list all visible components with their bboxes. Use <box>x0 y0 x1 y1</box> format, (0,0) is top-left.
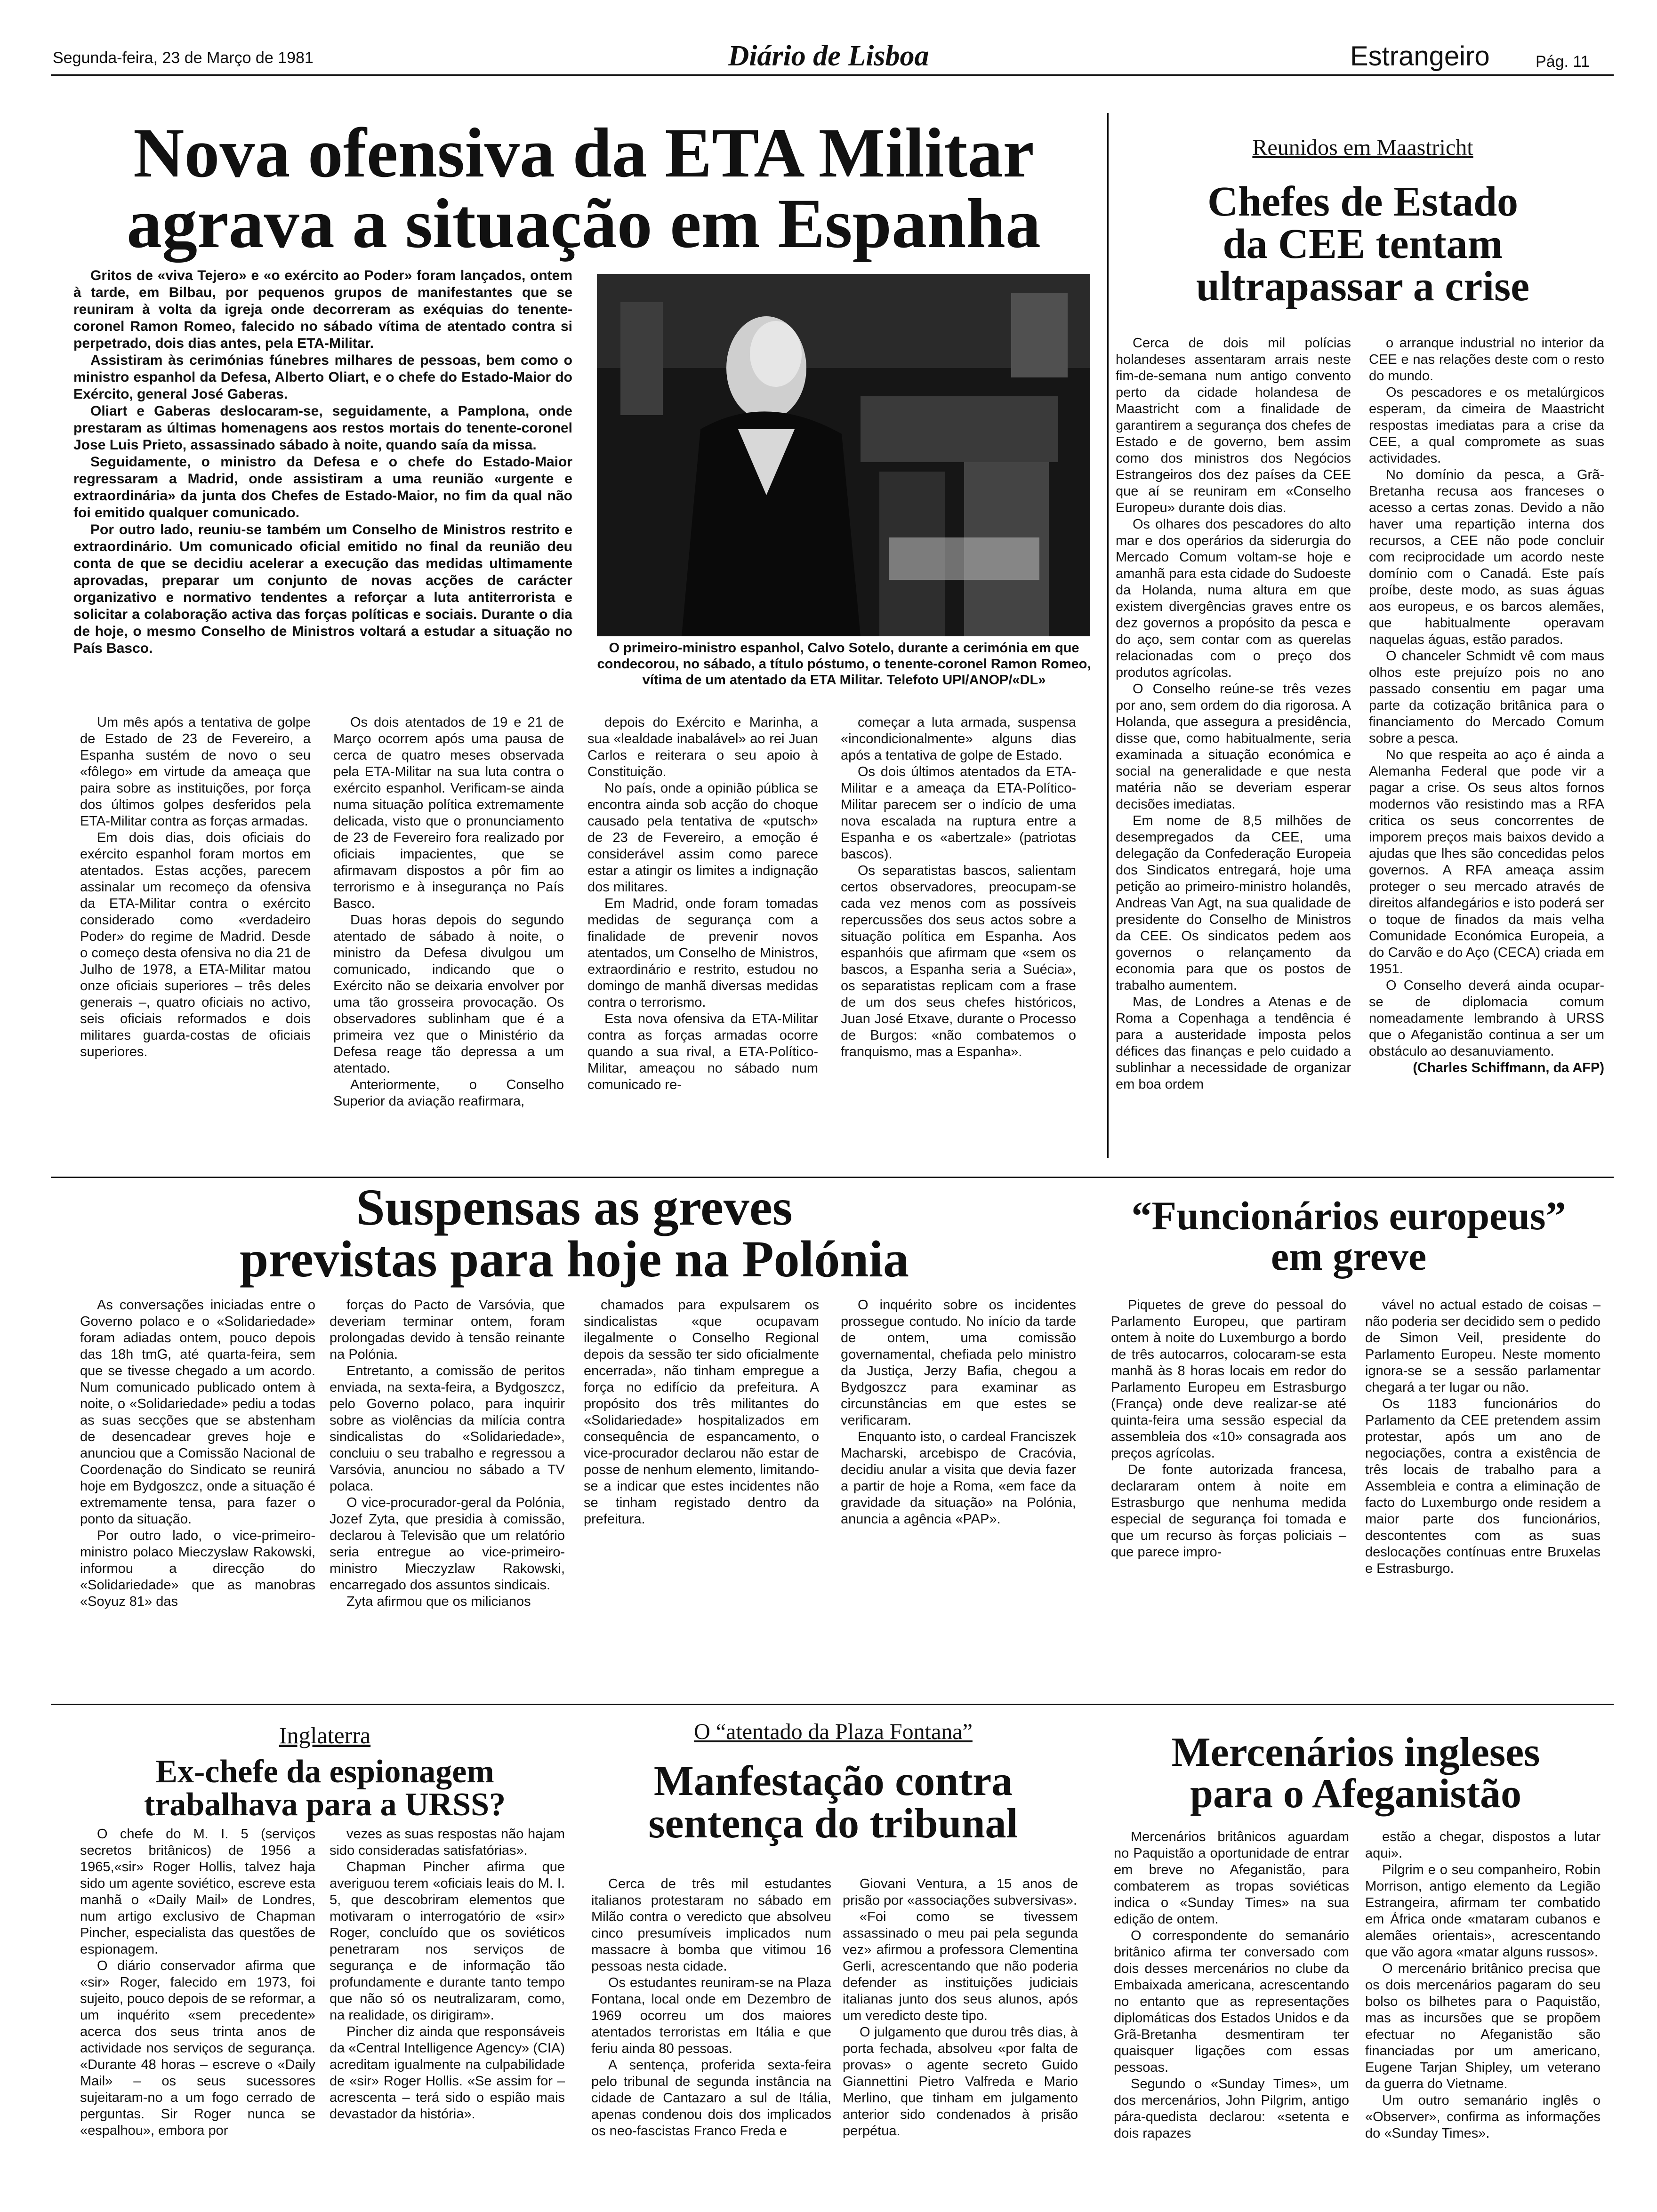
eta-paragraph: Um mês após a tentativa de golpe de Estado de 23 de Fevereiro, a Espanha sustém de novo o seu «fôlego» em virtude da ameaça que paira sobre as instituições, por força dos últimos golpes desferidos pela ETA-Militar contra as forças armadas. <box>80 715 311 829</box>
funcionarios-column-2 <box>1365 1297 1601 1702</box>
section-divider <box>51 1177 1614 1178</box>
polonia-paragraph: Zyta afirmou que os milicianos <box>346 1594 531 1609</box>
mercenarios-paragraph: O correspondente do semanário britânico afirma ter conversado com dois desses mercenários no clube da Embaixada americana, acrescentando no entanto que as representações diplomáticas dos Estados Unidos e da Grã-Bretanha desmentiram ter quaisquer ligações com essas pessoas. <box>1114 1928 1349 2075</box>
eta-paragraph: Os dois últimos atentados da ETA-Militar e a ameaça da ETA-Político-Militar parecem ser o indício de uma nova escalada na ruptura entre a Espanha e os «abertzale» (patriotas bascos). <box>841 764 1076 862</box>
mercenarios-paragraph: Segundo o «Sunday Times», um dos mercenários, John Pilgrim, antigo pára-quedista declarou: «setenta e dois rapazes <box>1114 2076 1349 2141</box>
inglaterra-headline-line-1: Ex-chefe da espionagem <box>155 1754 494 1790</box>
eta-headline <box>71 114 1097 263</box>
fontana-headline-line-2: sentença do tribunal <box>648 1800 1018 1847</box>
eta-lead-paragraph: Oliart e Gaberas deslocaram-se, seguidamente, a Pamplona, onde prestaram as últimas homenagens aos restos mortais do tenente-coronel Jose Luis Prieto, assassinado sábado à noite, quando saía da missa. <box>73 403 572 453</box>
eta-paragraph: Esta nova ofensiva da ETA-Militar contra as forças armadas ocorre quando a sua rival, a ETA-Político-Militar, ameaçou no sábado num comunicado re- <box>587 1011 818 1092</box>
polonia-paragraph: As conversações iniciadas entre o Governo polaco e o «Solidariedade» foram adiadas ontem, pouco depois das 18h tmG, até quarta-feira, sem que se tivesse chegado a um acordo. Num comunicado publicado ontem à noite, o «Solidariedade» pediu a todas as suas secções que se abstenham de desencadear greves hoje e anunciou que a Comissão Nacional de Coordenação do Sindicato se reunirá hoje em Bydgoszcz, onde a situação é extremamente tensa, para fazer o ponto da situação. <box>80 1298 315 1527</box>
fontana-paragraph: Cerca de três mil estudantes italianos protestaram no sábado em Milão contra o veredicto que absolveu cinco presumíveis implicados num massacre à bomba que vitimou 16 pessoas nesta cidade. <box>591 1876 831 1974</box>
polonia-paragraph: Enquanto isto, o cardeal Franciszek Macharski, arcebispo de Cracóvia, decidiu anular a visita que devia fazer a partir de hoje a Roma, «em face da gravidade da situação» na Polónia, anuncia a agência «PAP». <box>841 1429 1076 1527</box>
polonia-paragraph: forças do Pacto de Varsóvia, que deveriam terminar ontem, foram prolongadas devido à tensão reinante na Polónia. <box>330 1298 565 1362</box>
eta-lead-paragraph: Gritos de «viva Tejero» e «o exército ao Poder» foram lançados, ontem à tarde, em Bilbau, por pequenos grupos de manifestantes que se reuniram à volta da igreja onde decorreram as exéquias do tenente-coronel Ramon Romeo, falecido no sábado vítima de atentado contra si perpetrado, dois dias antes, pela ETA-Militar. <box>73 268 572 351</box>
eta-photo-caption: O primeiro-ministro espanhol, Calvo Sotelo, durante a cerimónia em que condecorou, no sábado, a título póstumo, o tenente-coronel Ramon Romeo, vítima de um atentado da ETA Militar. Telefoto UPI/ANOP/«DL» <box>597 641 1091 688</box>
fontana-paragraph: A sentença, proferida sexta-feira pelo tribunal de segunda instância na cidade de Cantazaro a sul de Itália, apenas condenou dois dos implicados os neo-fascistas Franco Freda e <box>591 2058 831 2139</box>
eta-column-4 <box>841 714 1076 1143</box>
eta-paragraph: Duas horas depois do segundo atentado de sábado à noite, o ministro da Defesa divulgou um comunicado, indicando que o Exército não se deixaria envolver por uma tão grosseira provocação. Os observadores sublinham que é a primeira vez que o Ministério da Defesa reage tão depressa a um atentado. <box>333 913 564 1076</box>
inglaterra-headline <box>75 1755 574 1821</box>
masthead-paper-name: Diário de Lisboa <box>728 40 929 72</box>
funcionarios-headline <box>1087 1193 1610 1279</box>
polonia-headline-line-1: Suspensas as greves <box>356 1178 793 1236</box>
fontana-column-1 <box>591 1876 831 2201</box>
cee-paragraph: O Conselho deverá ainda ocupar-se de diplomacia comum nomeadamente lembrando à URSS que o Afeganistão continua a ser um obstáculo ao desanuviamento. <box>1369 978 1604 1059</box>
inglaterra-paragraph: Chapman Pincher afirma que averiguou terem «oficiais leais do M. I. 5, que descobriram elementos que motivaram o interrogatório de «sir» Roger, concluído que os soviéticos penetraram nos serviços de segurança e de informação tão profundamente e durante tanto tempo que não só os neutralizaram, como, na realidade, os dirigiram». <box>330 1859 565 2023</box>
inglaterra-column-1 <box>80 1826 315 2198</box>
eta-lead-paragraph: Seguidamente, o ministro da Defesa e o chefe do Estado-Maior regressaram a Madrid, onde assistiram a uma reunião «urgente e extraordinária» da junta dos Chefes de Estado-Maior, no fim da qual não foi emitido qualquer comunicado. <box>73 454 572 521</box>
mercenarios-paragraph: Mercenários britânicos aguardam no Paquistão a oportunidade de entrar em breve no Afeganistão, para combaterem as tropas soviéticas indica o «Sunday Times» na sua edição de ontem. <box>1114 1829 1349 1927</box>
polonia-paragraph: O vice-procurador-geral da Polónia, Jozef Zyta, que presidia à comissão, declarou à Televisão que um relatório seria entregue ao vice-primeiro-ministro Mieczyzlaw Rakowski, encarregado dos assuntos sindicais. <box>330 1495 565 1593</box>
fontana-kicker: O “atentado da Plaza Fontana” <box>694 1719 973 1744</box>
mercenarios-paragraph: Um outro semanário inglês o «Observer», confirma as informações do «Sunday Times». <box>1365 2093 1601 2141</box>
cee-kicker: Reunidos em Maastricht <box>1252 135 1473 160</box>
cee-paragraph: No domínio da pesca, a Grã-Bretanha recusa aos franceses o acesso a certas zonas. Devido a não haver uma repartição interna dos recursos, a CEE não pode concluir com reciprocidade um acordo neste domínio com o Canadá. Este país proíbe, deste modo, as suas águas aos europeus, e os barcos alemães, que habitualmente operavam naquelas águas, estão parados. <box>1369 467 1604 647</box>
cee-headline-line-3: ultrapassar a crise <box>1196 263 1530 310</box>
eta-paragraph: começar a luta armada, suspensa «incondicionalmente» alguns dias após a tentativa de golpe de Estado. <box>841 715 1076 763</box>
mercenarios-headline-line-2: para o Afeganistão <box>1190 1771 1521 1817</box>
eta-headline-line-2: agrava a situação em Espanha <box>127 184 1041 263</box>
polonia-headline-line-2: previstas para hoje na Polónia <box>240 1230 909 1288</box>
cee-column-1 <box>1116 335 1351 1173</box>
eta-lead-paragraph: Por outro lado, reuniu-se também um Conselho de Ministros restrito e extraordinário. Um comunicado oficial emitido no final da reunião deu conta de que se decidiu acelerar a execução das medidas ultimamente aprovadas, preparar um conjunto de novas acções de carácter organizativo e normativo tendentes a reforçar a luta antiterrorista e solicitar a colaboração activa das forças políticas e sociais. Durante o dia de hoje, o mesmo Conselho de Ministros voltará a estudar a situação no País Basco. <box>73 522 572 656</box>
eta-paragraph: No país, onde a opinião pública se encontra ainda sob acção do choque causado pela tentativa de «putsch» de 23 de Fevereiro, a emoção é considerável assim como parece estar a atingir os limites a indignação dos militares. <box>587 781 818 895</box>
cee-paragraph: Cerca de dois mil polícias holandeses assentaram arrais neste fim-de-semana num antigo convento perto da cidade holandesa de Maastricht com a finalidade de garantirem a segurança dos chefes de Estado e de governo, bem assim como dos ministros dos Negócios Estrangeiros dos dez países da CEE que aí se reuniram em «Conselho Europeu» durante dois dias. <box>1116 336 1351 515</box>
eta-lead <box>73 267 572 710</box>
cee-headline-line-2: da CEE tentam <box>1223 221 1503 267</box>
eta-lead-paragraph: Assistiram às cerimónias fúnebres milhares de pessoas, bem como o ministro espanhol da Defesa, Alberto Oliart, e o chefe do Estado-Maior do Exército, general José Gaberas. <box>73 353 572 402</box>
page-number: Pág. 11 <box>1536 53 1590 71</box>
masthead-rule <box>51 74 1614 76</box>
eta-column-1 <box>80 714 311 1143</box>
eta-paragraph: Anteriormente, o Conselho Superior da aviação reafirmara, <box>333 1077 564 1109</box>
eta-column-2 <box>333 714 564 1143</box>
cee-paragraph: Os olhares dos pescadores do alto mar e dos operários da siderurgia do Mercado Comum voltam-se hoje e amanhã para esta cidade do Sudoeste da Holanda, numa altura em que existem divergências graves entre os dez governos a propósito da pesca e do aço, sem contar com as querelas relacionadas com o preço dos produtos agrícolas. <box>1116 517 1351 680</box>
cee-paragraph: No que respeita ao aço é ainda a Alemanha Federal que pode vir a pagar a crise. Os seus altos fornos modernos vão resistindo mas a RFA critica os seus concorrentes de imporem preços mais baixos devido a ajudas que lhes são concedidas pelos governos. A RFA ameaça assim proteger o seu mercado através de direitos alfandegários e isto poderá ser o toque de finados da mais velha Comunidade Económica Europeia, a do Carvão e do Aço (CECA) criada em 1951. <box>1369 747 1604 977</box>
mercenarios-column-2 <box>1365 1829 1601 2201</box>
polonia-paragraph: Entretanto, a comissão de peritos enviada, na sexta-feira, a Bydgoszcz, pelo Governo polaco, para inquirir sobre as violências da milícia contra sindicalistas do «Solidariedade», concluiu o seu trabalho e regressou a Varsóvia, anunciou no sábado a TV polaca. <box>330 1363 565 1494</box>
fontana-headline <box>584 1760 1083 1845</box>
polonia-headline <box>71 1178 1078 1288</box>
inglaterra-column-2 <box>330 1826 565 2198</box>
fontana-headline-line-1: Manfestação contra <box>653 1758 1013 1804</box>
fontana-paragraph: Os estudantes reuniram-se na Plaza Fontana, local onde em Dezembro de 1969 ocorreu um dos maiores atentados terroristas em Itália e que feriu ainda 80 pessoas. <box>591 1975 831 2056</box>
cee-paragraph: Os pescadores e os metalúrgicos esperam, da cimeira de Maastricht respostas imediatas para a crise da CEE, a qual compromete as suas actividades. <box>1369 385 1604 466</box>
inglaterra-kicker: Inglaterra <box>279 1722 371 1748</box>
inglaterra-paragraph: vezes as suas respostas não hajam sido consideradas satisfatórias». <box>330 1827 565 1858</box>
fontana-paragraph: O julgamento que durou três dias, à porta fechada, absolveu «por falta de provas» o agente secreto Guido Giannettini Pietro Valfreda e Mario Merlino, que tinham em julgamento anterior sido condenados à prisão perpétua. <box>843 2025 1078 2139</box>
inglaterra-paragraph: O diário conservador afirma que «sir» Roger, falecido em 1973, foi sujeito, pouco depois de se reformar, a um inquérito «sem precedente» acerca dos seus trinta anos de actividade nos serviços de segurança. «Durante 48 horas – escreve o «Daily Mail» – os seus sucessores sujeitaram-no a um fogo cerrado de perguntas. Sir Roger nunca se «espalhou», embora por <box>80 1958 315 2138</box>
cee-headline <box>1120 178 1605 310</box>
section-name: Estrangeiro <box>1350 41 1490 72</box>
funcionarios-paragraph: Piquetes de greve do pessoal do Parlamento Europeu, que partiram ontem à noite do Luxemburgo a bordo de três autocarros, colocaram-se esta manhã às 8 horas locais em redor do Parlamento Europeu em Estrasburgo (França) onde deve realizar-se até quinta-feira uma sessão especial da assembleia dos «10» consagrada aos preços agrícolas. <box>1111 1298 1346 1461</box>
polonia-column-4 <box>841 1297 1076 1702</box>
polonia-paragraph: Por outro lado, o vice-primeiro-ministro polaco Mieczyslaw Rakowski, informou a direcção do «Solidariedade» que as manobras «Soyuz 81» das <box>80 1528 315 1609</box>
eta-paragraph: depois do Exército e Marinha, a sua «lealdade inabalável» ao rei Juan Carlos e reiterara o seu apoio à Constituição. <box>587 715 818 779</box>
mercenarios-headline <box>1102 1732 1610 1815</box>
eta-paragraph: Em Madrid, onde foram tomadas medidas de segurança com a finalidade de prevenir novos atentados, um Conselho de Ministros, extraordinário e restrito, estudou no domingo de manhã diversas medidas contra o terrorismo. <box>587 896 818 1010</box>
cee-column-2 <box>1369 335 1604 1173</box>
polonia-paragraph: chamados para expulsarem os sindicalistas «que ocupavam ilegalmente o Conselho Regional depois da sessão ter sido oficialmente encerrada», não tinham empregue a força no edifício da prefeitura. A propósito dos três militantes do «Solidariedade» hospitalizados em consequência de espancamento, o vice-procurador declarou não estar de posse de nenhum elemento, limitando-se a indicar que estes incidentes não se tinham registado dentro da prefeitura. <box>584 1298 819 1527</box>
eta-photo <box>597 274 1090 636</box>
funcionarios-paragraph: Os 1183 funcionários do Parlamento da CEE pretendem assim protestar, após um ano de negociações, contra a existência de três locais de trabalho para a Assembleia e contra a eliminação de facto do Luxemburgo onde residem a maior parte dos funcionários, descontentes com as suas deslocações contínuas entre Bruxelas e Estrasburgo. <box>1365 1396 1601 1576</box>
mercenarios-paragraph: estão a chegar, dispostos a lutar aqui». <box>1365 1829 1601 1861</box>
funcionarios-headline-line-2: em greve <box>1271 1234 1427 1279</box>
mercenarios-paragraph: O mercenário britânico precisa que os dois mercenários pagaram do seu bolso os bilhetes para o Paquistão, mas as incursões que se propõem efectuar no Afeganistão são financiadas por um americano, Eugene Tarjan Shipley, um veterano da guerra do Vietname. <box>1365 1961 1601 2092</box>
cee-paragraph: O Conselho reúne-se três vezes por ano, sem ordem do dia rigorosa. A Holanda, que assegura a presidência, disse que, como habitualmente, seria examinada a situação económica e social na generalidade e que nesta matéria não se deveriam esperar decisões imediatas. <box>1116 681 1351 812</box>
funcionarios-column-1 <box>1111 1297 1346 1702</box>
masthead-date: Segunda-feira, 23 de Março de 1981 <box>53 49 314 67</box>
section-divider <box>51 1704 1614 1705</box>
funcionarios-paragraph: vável no actual estado de coisas – não poderia ser decidido sem o pedido de Simon Veil, presidente do Parlamento Europeu. Neste momento ignora-se se a sessão parlamentar chegará a ter lugar ou não. <box>1365 1298 1601 1395</box>
cee-paragraph: o arranque industrial no interior da CEE e nas relações deste com o resto do mundo. <box>1369 336 1604 384</box>
eta-paragraph: Os dois atentados de 19 e 21 de Março ocorrem após uma pausa de cerca de quatro meses observada pela ETA-Militar na sua luta contra o exército espanhol. Verificam-se ainda numa situação política extremamente delicada, visto que o pronunciamento de 23 de Fevereiro fora realizado por oficiais impacientes, que se afirmavam dispostos a pôr fim ao terrorismo e à insegurança no País Basco. <box>333 715 564 911</box>
eta-headline-line-1: Nova ofensiva da ETA Militar <box>133 114 1034 192</box>
polonia-column-2 <box>330 1297 565 1702</box>
inglaterra-paragraph: O chefe do M. I. 5 (serviços secretos britânicos) de 1956 a 1965,«sir» Roger Hollis, talvez haja sido um agente soviético, escreve esta manhã o «Daily Mail» de Londres, num artigo exclusivo de Chapman Pincher, especialista das questões de espionagem. <box>80 1827 315 1957</box>
polonia-column-3 <box>584 1297 819 1702</box>
cee-paragraph: O chanceler Schmidt vê com maus olhos este prejuízo pois no ano passado consentiu em pagar uma parte da cotização britânica para o financiamento do Mercado Comum sobre a pesca. <box>1369 649 1604 746</box>
fontana-paragraph: Giovani Ventura, a 15 anos de prisão por «associações subversivas». <box>843 1876 1078 1908</box>
cee-paragraph: Em nome de 8,5 milhões de desempregados da CEE, uma delegação da Confederação Europeia dos Sindicatos entregará, hoje uma petição ao primeiro-ministro holandês, Andreas Van Agt, na sua qualidade de presidente do Conselho de Ministros da CEE. Os sindicatos pedem aos governos o relançamento da economia para que os postos de trabalho aumentem. <box>1116 813 1351 993</box>
eta-paragraph: Em dois dias, dois oficiais do exército espanhol foram mortos em atentados. Estas acções, parecem assinalar um recomeço da ofensiva da ETA-Militar contra o exército considerado como «verdadeiro Poder» do regime de Madrid. Desde o começo desta ofensiva no dia 21 de Julho de 1978, a ETA-Militar matou onze oficiais superiores – três deles generais –, quatro oficiais no activo, seis oficiais reformados e dois militares guarda-costas de oficiais superiores. <box>80 830 311 1059</box>
cee-paragraph: Mas, de Londres a Atenas e de Roma a Copenhaga a tendência é para a austeridade imposta pelos défices das finanças e pelo cuidado a sublinhar a necessidade de organizar em boa ordem <box>1116 994 1351 1092</box>
inglaterra-paragraph: Pincher diz ainda que responsáveis da «Central Intelligence Agency» (CIA) acreditam igualmente na culpabilidade de «sir» Roger Hollis. «Se assim for – acrescenta – terá sido o espião mais devastador da história». <box>330 2024 565 2122</box>
cee-headline-line-1: Chefes de Estado <box>1207 178 1518 225</box>
funcionarios-headline-line-1: “Funcionários europeus” <box>1131 1193 1566 1238</box>
eta-paragraph: Os separatistas bascos, salientam certos observadores, preocupam-se cada vez menos com as possíveis repercussões dos seus actos sobre a situação política em Espanha. Aos espanhóis que afirmam que «sem os bascos, a Espanha seria a Suécia», os separatistas replicam com a frase de um dos seus chefes históricos, Juan José Etxave, durante o Processo de Burgos: «não combatemos o franquismo, mas a Espanha». <box>841 863 1076 1059</box>
polonia-column-1 <box>80 1297 315 1702</box>
eta-photo-image <box>597 274 1090 636</box>
column-separator <box>1107 113 1109 1158</box>
fontana-paragraph: «Foi como se tivessem assassinado o meu pai pela segunda vez» afirmou a professora Clementina Gerli, acrescentando que não poderia defender as instituições judiciais italianas junto dos seus alunos, após um veredicto deste tipo. <box>843 1909 1078 2023</box>
mercenarios-paragraph: Pilgrim e o seu companheiro, Robin Morrison, antigo elemento da Legião Estrangeira, afirmam ter combatido em África onde «mataram cubanos e alemães orientais», acrescentando que vão agora «matar alguns russos». <box>1365 1862 1601 1960</box>
polonia-paragraph: O inquérito sobre os incidentes prossegue contudo. No início da tarde de ontem, uma comissão governamental, chefiada pelo ministro da Justiça, Jerzy Bafia, chegou a Bydgoszcz para examinar as circunstâncias em que estes se verificaram. <box>841 1298 1076 1428</box>
inglaterra-headline-line-2: trabalhava para a URSS? <box>144 1787 506 1823</box>
fontana-column-2 <box>843 1876 1078 2201</box>
mercenarios-headline-line-1: Mercenários ingleses <box>1171 1730 1540 1775</box>
cee-byline: (Charles Schiffmann, da AFP) <box>1413 1060 1604 1075</box>
eta-column-3 <box>587 714 818 1143</box>
funcionarios-paragraph: De fonte autorizada francesa, declararam ontem à noite em Estrasburgo que nenhuma medida especial de segurança foi tomada e que um recurso às forças policiais – que parece impro- <box>1111 1462 1346 1560</box>
mercenarios-column-1 <box>1114 1829 1349 2201</box>
